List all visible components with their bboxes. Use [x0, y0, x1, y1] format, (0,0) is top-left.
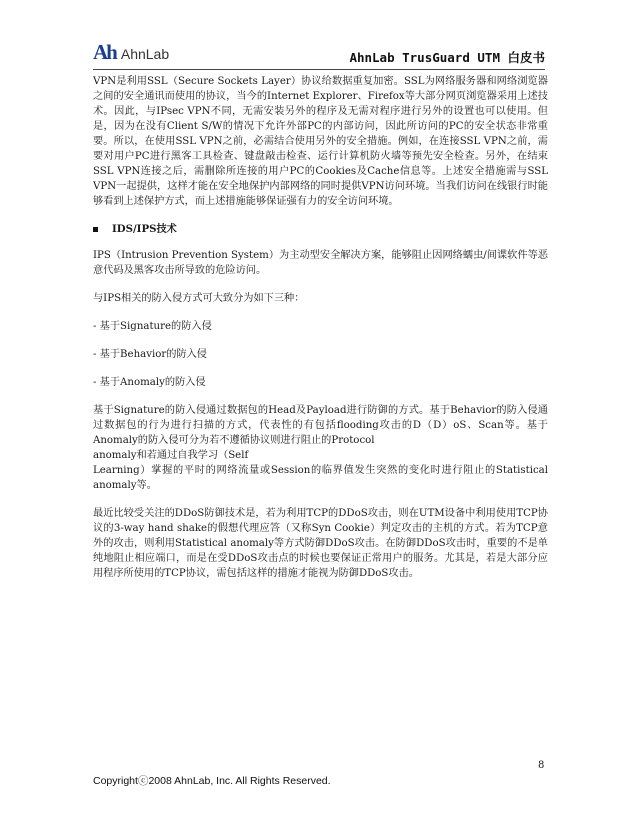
ssl-vpn-paragraph: VPN是利用SSL（Secure Sockets Layer）协议给数据重复加密。SSL为网络服务器和网络浏览器之间的安全通讯而使用的协议，当今的Internet Explorer、Firefox等大部分网页浏览器采用上述技术。因此，与IPsec VPN不同，无需安装另外的程序及无需对程序进行另外的设置也可以使用。但是，因为在没有Client S/W的情况下允许外部PC的内部访问，因此所访问的PC的安全状态非常重要。所以，在使用SSL VPN之前，必需结合使用另外的安全措施。例如，在连接SSL VPN之前，需要对用户PC进行黑客工具检查、键盘敲击检查、运行计算机防火墙等预先安全检查。另外，在结束SSL VPN连接之后，需删除所连接的用户PC的Cookies及Cache信息等。上述安全措施需与SSL VPN一起提供，这样才能在安全地保护内部网络的同时提供VPN访问环境。当我们访问在线银行时能够看到上述保护方式，而上述措施能够保证强有力的安全访问环境。: [93, 76, 548, 207]
ips-methods-paragraph-cont: anomaly和若通过自我学习（Self: [93, 450, 249, 461]
list-item: - 基于Signature的防入侵: [93, 321, 212, 332]
list-item: - 基于Behavior的防入侵: [93, 349, 207, 360]
ips-types-intro: 与IPS相关的防入侵方式可大致分为如下三种：: [93, 293, 305, 304]
ips-methods-paragraph: 基于Signature的防入侵通过数据包的Head及Payload进行防御的方式。基于Behavior的防入侵通过数据包的行为进行扫描的方式，代表性的有包括flooding攻击的D（D）oS、Scan等。基于Anomaly的防入侵可分为若不遵循协议则进行阻止的Protocol: [93, 405, 548, 446]
copyright-footer: Copyrightⓒ2008 AhnLab, Inc. All Rights Reserved.: [93, 775, 331, 787]
page-header: [93, 40, 545, 70]
page-body: [93, 74, 548, 594]
ips-methods-paragraph-end: Learning）掌握的平时的网络流量或Session的临界值发生突然的变化时进行阻止的Statistical anomaly等。: [93, 465, 548, 491]
header-divider: [93, 69, 545, 70]
logo-mark: Ah: [93, 40, 116, 64]
bullet-icon: [93, 227, 98, 232]
section-bullet: [93, 222, 548, 237]
logo-text: AhnLab: [120, 46, 170, 62]
ahnlab-logo: [93, 42, 169, 62]
document-title: AhnLab TrusGuard UTM 白皮书: [349, 50, 545, 65]
list-item: - 基于Anomaly的防入侵: [93, 377, 206, 388]
ips-intro-paragraph: IPS（Intrusion Prevention System）为主动型安全解决方案，能够阻止因网络蠕虫/间谍软件等恶意代码及黑客攻击所导致的危险访问。: [93, 250, 548, 276]
ddos-paragraph: 最近比较受关注的DDoS防御技术是，若为利用TCP的DDoS攻击，则在UTM设备中利用使用TCP协议的3-way hand shake的假想代理应答（又称Syn Cookie）判定攻击的主机的方式。若为TCP意外的攻击，则利用Statistical anomaly等方式防御DDoS攻击。在防御DDoS攻击时，重要的不是单纯地阻止相应端口，而是在受DDoS攻击点的时候也要保证正常用户的服务。尤其是，若是大部分应用程序所使用的TCP协议，需包括这样的措施才能视为防御DDoS攻击。: [93, 508, 548, 579]
section-heading: IDS/IPS技术: [112, 223, 177, 235]
page-number: 8: [538, 760, 545, 771]
